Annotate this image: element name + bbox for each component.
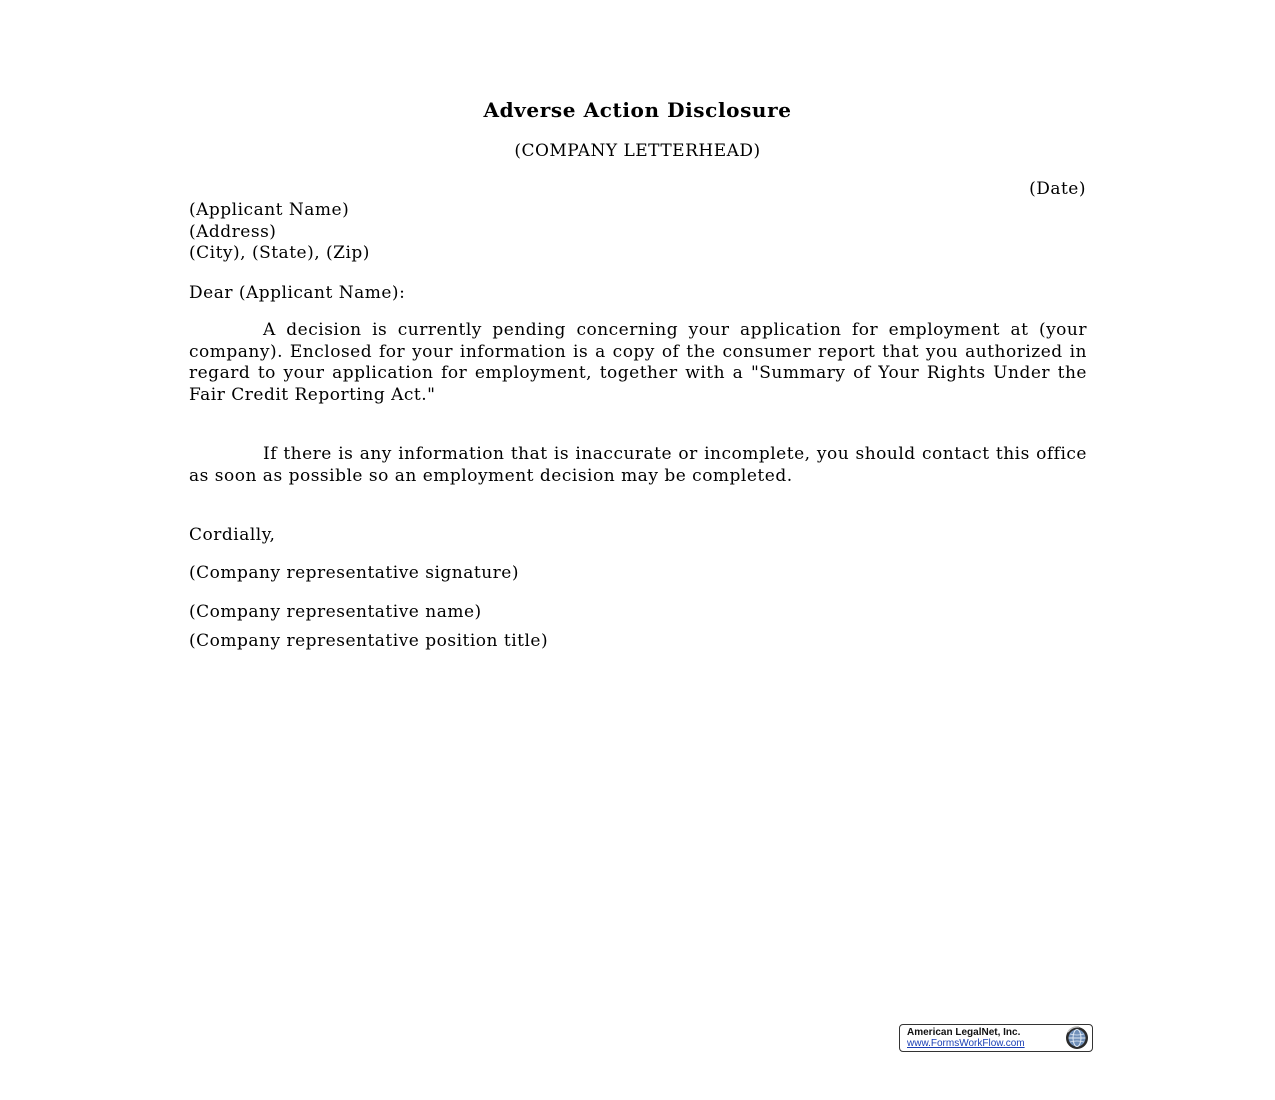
representative-name: (Company representative name): [189, 602, 482, 622]
address-block: [189, 200, 370, 265]
american-legalnet-logo[interactable]: [899, 1024, 1093, 1052]
date-placeholder: (Date): [1029, 179, 1086, 199]
representative-title: (Company representative position title): [189, 631, 549, 651]
salutation: Dear (Applicant Name):: [189, 283, 406, 303]
signature-placeholder: (Company representative signature): [189, 563, 519, 583]
applicant-city-state-zip: (City), (State), (Zip): [189, 243, 370, 263]
closing: Cordially,: [189, 525, 276, 545]
applicant-address: (Address): [189, 221, 277, 242]
globe-icon: [1065, 1026, 1089, 1050]
logo-company-name: American LegalNet, Inc.: [907, 1027, 1021, 1038]
logo-url-link[interactable]: www.FormsWorkFlow.com: [907, 1038, 1025, 1049]
applicant-name: (Applicant Name): [189, 200, 350, 220]
body-paragraph-2: If there is any information that is inaccurate or incomplete, you should contact this office as soon as possible so an employment decision may be completed.: [189, 444, 1087, 486]
body-paragraph-1: A decision is currently pending concerning your application for employment at (your company). Enclosed for your information is a copy of the consumer report that you authorized in regard to your application for employment, together with a "Summary of Your Rights Under the Fair Credit Reporting Act.": [189, 320, 1087, 405]
letterhead-placeholder: (COMPANY LETTERHEAD): [514, 141, 761, 161]
document-title: Adverse Action Disclosure: [483, 98, 792, 122]
